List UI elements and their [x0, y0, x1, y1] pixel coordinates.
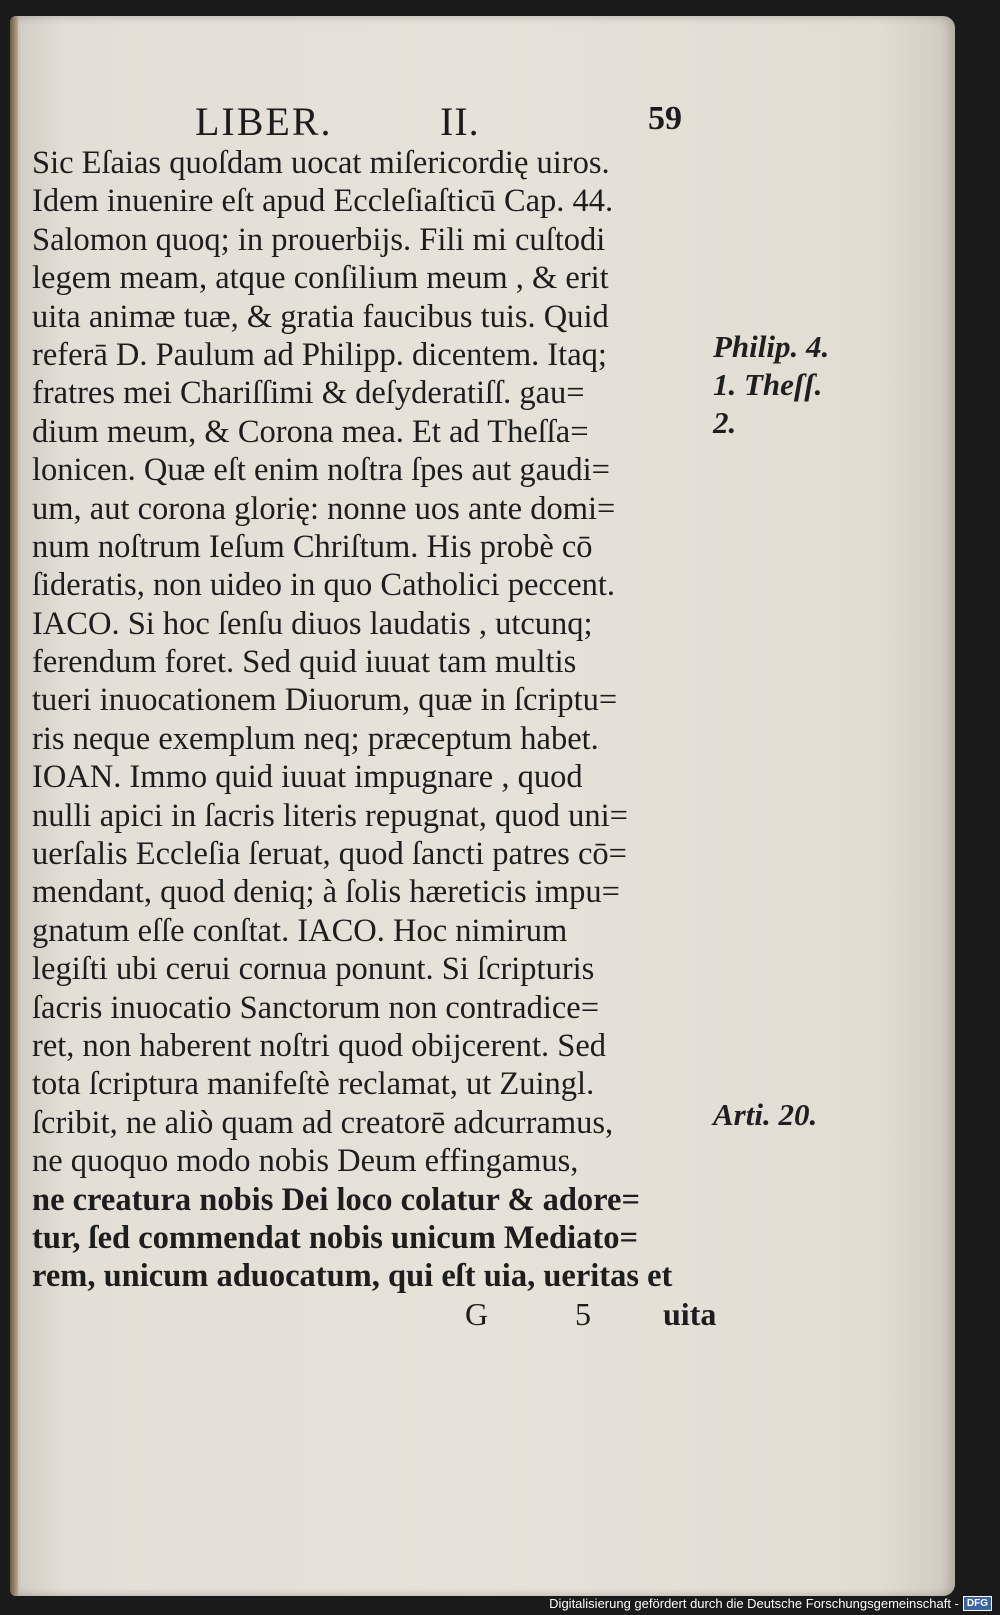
text-line: ferendum foret. Sed quid iuuat tam multis: [32, 644, 577, 681]
text-line: Idem inuenire eſt apud Eccleſiaſticū Cap. 44.: [32, 183, 614, 220]
running-header: [10, 98, 955, 148]
text-line: mendant, quod deniq; à ſolis hæreticis impu=: [32, 874, 620, 911]
text-line: fratres mei Chariſſimi & deſyderatiſſ. gau=: [32, 375, 585, 412]
text-line: ret, non haberent noſtri quod obijcerent. Sed: [32, 1027, 607, 1064]
running-title: LIBER.: [195, 99, 333, 144]
marginal-note: 1. Theſſ.: [713, 367, 823, 402]
text-line: ne quoquo modo nobis Deum effingamus,: [32, 1143, 579, 1180]
text-line: referā D. Paulum ad Philipp. dicentem. Itaq;: [32, 336, 607, 373]
text-line: lonicen. Quæ eſt enim noſtra ſpes aut gaudi=: [32, 452, 610, 489]
dfg-logo-icon: DFG: [963, 1596, 992, 1611]
text-line: nulli apici in ſacris literis repugnat, quod uni=: [32, 797, 628, 834]
text-line: legiſti ubi cerui cornua ponunt. Si ſcripturis: [32, 951, 595, 988]
page-binding-edge: [10, 16, 18, 1596]
text-line: ſideratis, non uideo in quo Catholici peccent.: [32, 567, 616, 604]
marginal-note: Arti. 20.: [713, 1097, 818, 1132]
text-line: Salomon quoq; in prouerbijs. Fili mi cuſtodi: [32, 221, 606, 258]
text-line: tota ſcriptura manifeſtè reclamat, ut Zuingl.: [32, 1066, 595, 1103]
marginal-note: 2.: [713, 405, 737, 440]
text-line: ne creatura nobis Dei loco colatur & adore=: [32, 1181, 640, 1218]
book-page: [10, 16, 955, 1596]
body-text: [32, 144, 732, 1296]
digitization-credit: [549, 1596, 992, 1611]
text-line: rem, unicum aduocatum, qui eſt uia, ueritas et: [32, 1258, 673, 1295]
text-line: ris neque exemplum neq; præceptum habet.: [32, 720, 599, 757]
text-line: legem meam, atque conſilium meum , & erit: [32, 260, 609, 297]
catchline: [465, 1296, 745, 1336]
text-line: dium meum, & Corona mea. Et ad Theſſa=: [32, 413, 589, 450]
catchword: uita: [663, 1296, 717, 1332]
text-line: uerſalis Eccleſia ſeruat, quod ſancti patres cō=: [32, 836, 627, 873]
text-line: uita animæ tuæ, & gratia faucibus tuis. Quid: [32, 298, 609, 335]
credit-text: Digitalisierung gefördert durch die Deutsche Forschungsgemeinschaft -: [549, 1596, 959, 1611]
text-line: IACO. Si hoc ſenſu diuos laudatis , utcunq;: [32, 605, 593, 642]
text-line: IOAN. Immo quid iuuat impugnare , quod: [32, 759, 583, 796]
text-line: ſacris inuocatio Sanctorum non contradice=: [32, 989, 600, 1026]
text-line: um, aut corona glorię: nonne uos ante domi=: [32, 490, 616, 527]
text-line: Sic Eſaias quoſdam uocat miſericordię uiros.: [32, 145, 610, 181]
text-line: tueri inuocationem Diuorum, quæ in ſcriptu=: [32, 682, 618, 719]
signature-mark: G: [465, 1296, 489, 1332]
text-line: num noſtrum Ieſum Chriſtum. His probè cō: [32, 528, 593, 565]
text-line: ſcribit, ne aliò quam ad creatorē adcurramus,: [32, 1104, 614, 1141]
book-number: II.: [440, 99, 480, 144]
marginal-note: Philip. 4.: [713, 329, 830, 364]
signature-number: 5: [575, 1296, 591, 1332]
text-line: gnatum eſſe conſtat. IACO. Hoc nimirum: [32, 912, 568, 949]
text-line: tur, ſed commendat nobis unicum Mediato=: [32, 1219, 638, 1256]
page-number: 59: [648, 100, 682, 137]
